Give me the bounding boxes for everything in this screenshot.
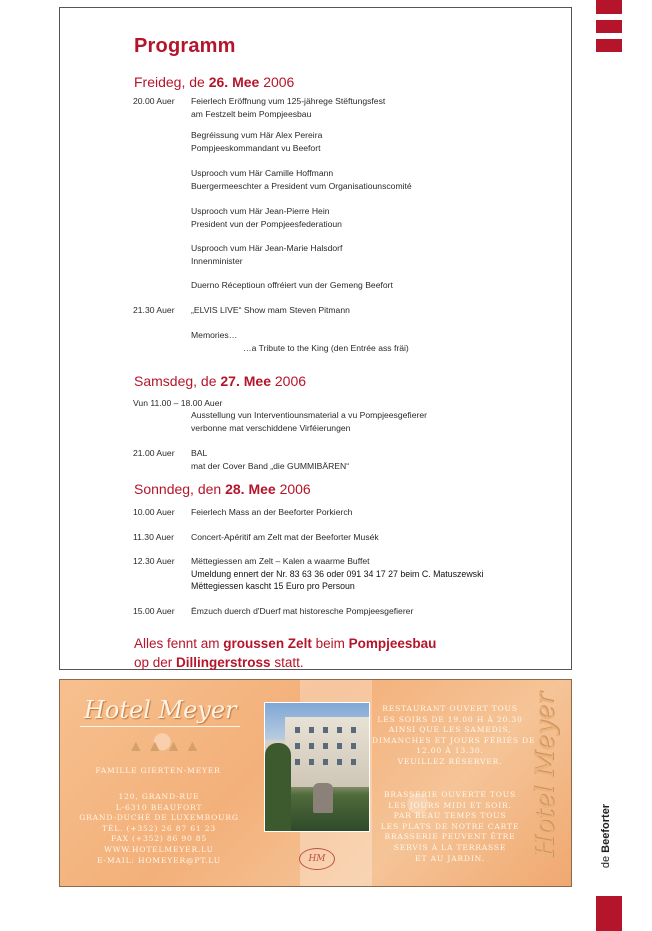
- brasserie-hours: BRASSERIE OUVERTE TOUS LES JOURS MIDI ET SOIR. PAR BEAU TEMPS TOUS LES PLATS DE NOTRE CARTE BRASSERIE PEUVENT ÊTRE SERVIS À LA TERRASSE ET AU JARDIN.: [380, 790, 520, 863]
- brand-vertical: de Beeforter: [600, 803, 612, 869]
- entry-time: 20.00 Auer: [133, 96, 175, 106]
- entry-description: Usprooch vum Här Jean-Pierre Hein President vun der Pompjeesfederatioun: [191, 206, 342, 229]
- photo-window: [323, 743, 328, 749]
- entry-time: 10.00 Auer: [133, 507, 175, 517]
- entry-description: Ëmzuch duerch d'Duerf mat historesche Pompjeesgefierer: [191, 606, 414, 616]
- photo-tree: [265, 743, 291, 832]
- photo-window: [323, 727, 328, 733]
- margin-tab-top-1: [596, 0, 622, 14]
- entry-time: 21.30 Auer: [133, 305, 175, 315]
- photo-window: [323, 759, 328, 765]
- photo-window: [309, 759, 314, 765]
- entry-description: Duerno Réceptioun offréiert vun der Gemeng Beefort: [191, 280, 393, 290]
- entry-time: 21.00 Auer: [133, 448, 175, 458]
- entry-description: Usprooch vum Här Jean-Marie Halsdorf Innenminister: [191, 243, 343, 266]
- entry-description: Memories… …a Tribute to the King (den Entrée ass fräi): [191, 330, 409, 353]
- photo-window: [295, 727, 300, 733]
- entry-time: 11.30 Auer: [133, 532, 174, 542]
- entry-description: Feierlech Mass an der Beeforter Porkierch: [191, 507, 353, 517]
- closing-note: Alles fennt am groussen Zelt beim Pompjeesbau op der Dillingerstross statt.: [134, 636, 437, 670]
- entry-description: Begréissung vum Här Alex Pereira Pompjeeskommandant vu Beefort: [191, 130, 323, 153]
- entry-description: Feierlech Eröffnung vum 125-jährege Stëftungsfest am Festzelt beim Pompjeesbau: [191, 96, 386, 119]
- margin-tab-bottom: [596, 896, 622, 931]
- entry-description: „ELVIS LIVE“ Show mam Steven Pitmann: [191, 305, 350, 315]
- photo-window: [351, 743, 356, 749]
- photo-window: [351, 727, 356, 733]
- hotel-name: Hotel Meyer: [84, 696, 237, 724]
- photo-window: [337, 759, 342, 765]
- entry-time: 15.00 Auer: [133, 606, 175, 616]
- restaurant-hours: RESTAURANT OUVERT TOUS LES SOIRS DE 19.00 H À 20.30 AINSI QUE LES SAMEDIS, DIMANCHES ET JOURS FÉRIÉS DE 12.00 À 13.30. VEUILLEZ RÉSERVER.: [372, 704, 536, 766]
- photo-window: [337, 743, 342, 749]
- photo-window: [351, 759, 356, 765]
- hotel-advertisement: [59, 679, 572, 887]
- entry-description: BAL mat der Cover Band „die GUMMIBÄREN“: [191, 448, 350, 471]
- photo-fountain: [313, 783, 333, 813]
- entry-description: Ausstellung vun Interventiounsmaterial a vu Pompjeesgefierer verbonne mat verschiddene Virféierungen: [191, 410, 427, 433]
- page-title: Programm: [134, 35, 236, 57]
- photo-window: [295, 759, 300, 765]
- margin-tab-top-3: [596, 39, 622, 52]
- hotel-name-underline: [80, 726, 240, 727]
- margin-tab-top-2: [596, 20, 622, 33]
- photo-window: [295, 743, 300, 749]
- entry-time: Vun 11.00 – 18.00 Auer: [133, 398, 223, 408]
- photo-window: [309, 743, 314, 749]
- entry-description: Usprooch vum Här Camille Hoffmann Buergermeeschter a President vum Organisatiounscomité: [191, 168, 412, 191]
- entry-description: Concert-Apéritif am Zelt mat der Beeforter Musék: [191, 532, 379, 542]
- program-box: [59, 7, 572, 670]
- day-heading-friday: Freideg, de 26. Mee 2006: [134, 74, 295, 90]
- photo-window: [337, 727, 342, 733]
- entry-time: 12.30 Auer: [133, 556, 175, 566]
- day-heading-saturday: Samsdeg, de 27. Mee 2006: [134, 373, 307, 389]
- hotel-photo: [264, 702, 370, 832]
- hotel-name-vertical: Hotel Meyer: [530, 692, 560, 858]
- photo-window: [309, 727, 314, 733]
- entry-description: Mëttegiessen am Zelt – Kalen a waarme Buffet Umeldung ennert der Nr. 83 63 36 oder 091 34 17 27 beim C. Matuszewski Mëttegiessen kascht 15 Euro pro Persoun: [191, 556, 484, 591]
- hotel-address: 120, GRAND-RUE L-6310 BEAUFORT GRAND-DUCHÉ DE LUXEMBOURG TÉL. (+352) 26 87 61 23 FAX (+352) 86 90 85 WWW.HOTELMEYER.LU E-MAIL: HOMEYER@PT.LU: [79, 792, 239, 865]
- rating-stars-icon: ▲▲▲▲: [128, 738, 204, 755]
- hotel-family: FAMILLE GIERTEN-MEYER: [95, 766, 221, 775]
- day-heading-sunday: Sonndeg, den 28. Mee 2006: [134, 481, 311, 497]
- hotel-logo: HM: [299, 848, 335, 870]
